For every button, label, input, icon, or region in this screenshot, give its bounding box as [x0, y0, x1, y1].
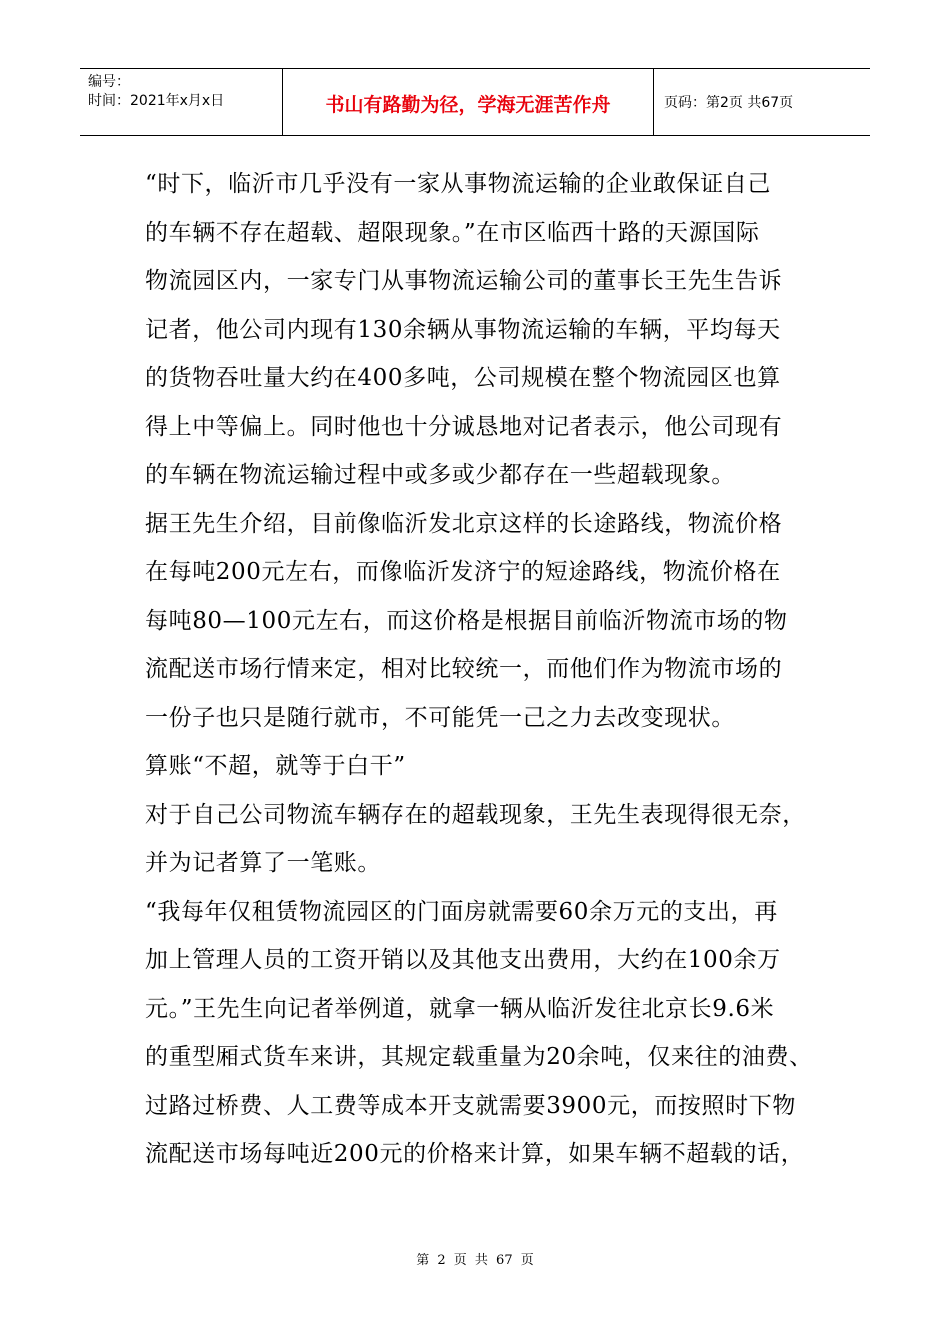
- body-line: 的车辆在物流运输过程中或多或少都存在一些超载现象。: [145, 462, 735, 488]
- body-line: 的车辆不存在超载、超限现象。”在市区临西十路的天源国际: [145, 219, 760, 246]
- page-footer: 第 2 页 共 67 页: [416, 1253, 534, 1268]
- body-line: “时下，临沂市几乎没有一家从事物流运输的企业敢保证自己: [145, 171, 771, 197]
- header-page-info: 页码：第2页 共67页: [664, 95, 794, 111]
- body-line: 流配送市场每吨近200元的价格来计算，如果车辆不超载的话，: [145, 1141, 805, 1167]
- body-line: 的货物吞吐量大约在400多吨，公司规模在整个物流园区也算: [145, 365, 781, 391]
- document-number-label: 编号：: [88, 74, 130, 90]
- body-line: 元。”王先生向记者举例道，就拿一辆从临沂发往北京长9.6米: [145, 995, 775, 1022]
- body-line: 对于自己公司物流车辆存在的超载现象，王先生表现得很无奈，: [145, 801, 806, 828]
- body-line: 记者，他公司内现有130余辆从事物流运输的车辆，平均每天: [145, 316, 781, 343]
- body-line: 得上中等偏上。同时他也十分诚恳地对记者表示，他公司现有: [145, 413, 783, 440]
- section-heading: 算账“不超，就等于白干”: [145, 753, 406, 779]
- header-meta: [80, 69, 283, 135]
- header-motto: 书山有路勤为径，学海无涯苦作舟: [283, 69, 654, 135]
- body-line: 在每吨200元左右，而像临沂发济宁的短途路线，物流价格在: [145, 559, 781, 585]
- document-header: [80, 68, 870, 136]
- document-body: [145, 160, 825, 1179]
- body-line: “我每年仅租赁物流园区的门面房就需要60余万元的支出，再: [145, 898, 778, 925]
- body-line: 并为记者算了一笔账。: [145, 850, 381, 876]
- body-line: 的重型厢式货车来讲，其规定载重量为20余吨，仅来往的油费、: [145, 1044, 813, 1070]
- body-line: 每吨80—100元左右，而这价格是根据目前临沂物流市场的物: [145, 607, 788, 634]
- body-line: 流配送市场行情来定，相对比较统一，而他们作为物流市场的: [145, 656, 783, 682]
- body-line: 一份子也只是随行就市，不可能凭一己之力去改变现状。: [145, 704, 735, 731]
- document-date: 时间：2021年x月x日: [88, 93, 225, 109]
- body-line: 过路过桥费、人工费等成本开支就需要3900元，而按照时下物: [145, 1092, 796, 1119]
- body-line: 物流园区内，一家专门从事物流运输公司的董事长王先生告诉: [145, 268, 783, 294]
- body-line: 据王先生介绍，目前像临沂发北京这样的长途路线，物流价格: [145, 510, 783, 537]
- body-line: 加上管理人员的工资开销以及其他支出费用，大约在100余万: [145, 947, 781, 973]
